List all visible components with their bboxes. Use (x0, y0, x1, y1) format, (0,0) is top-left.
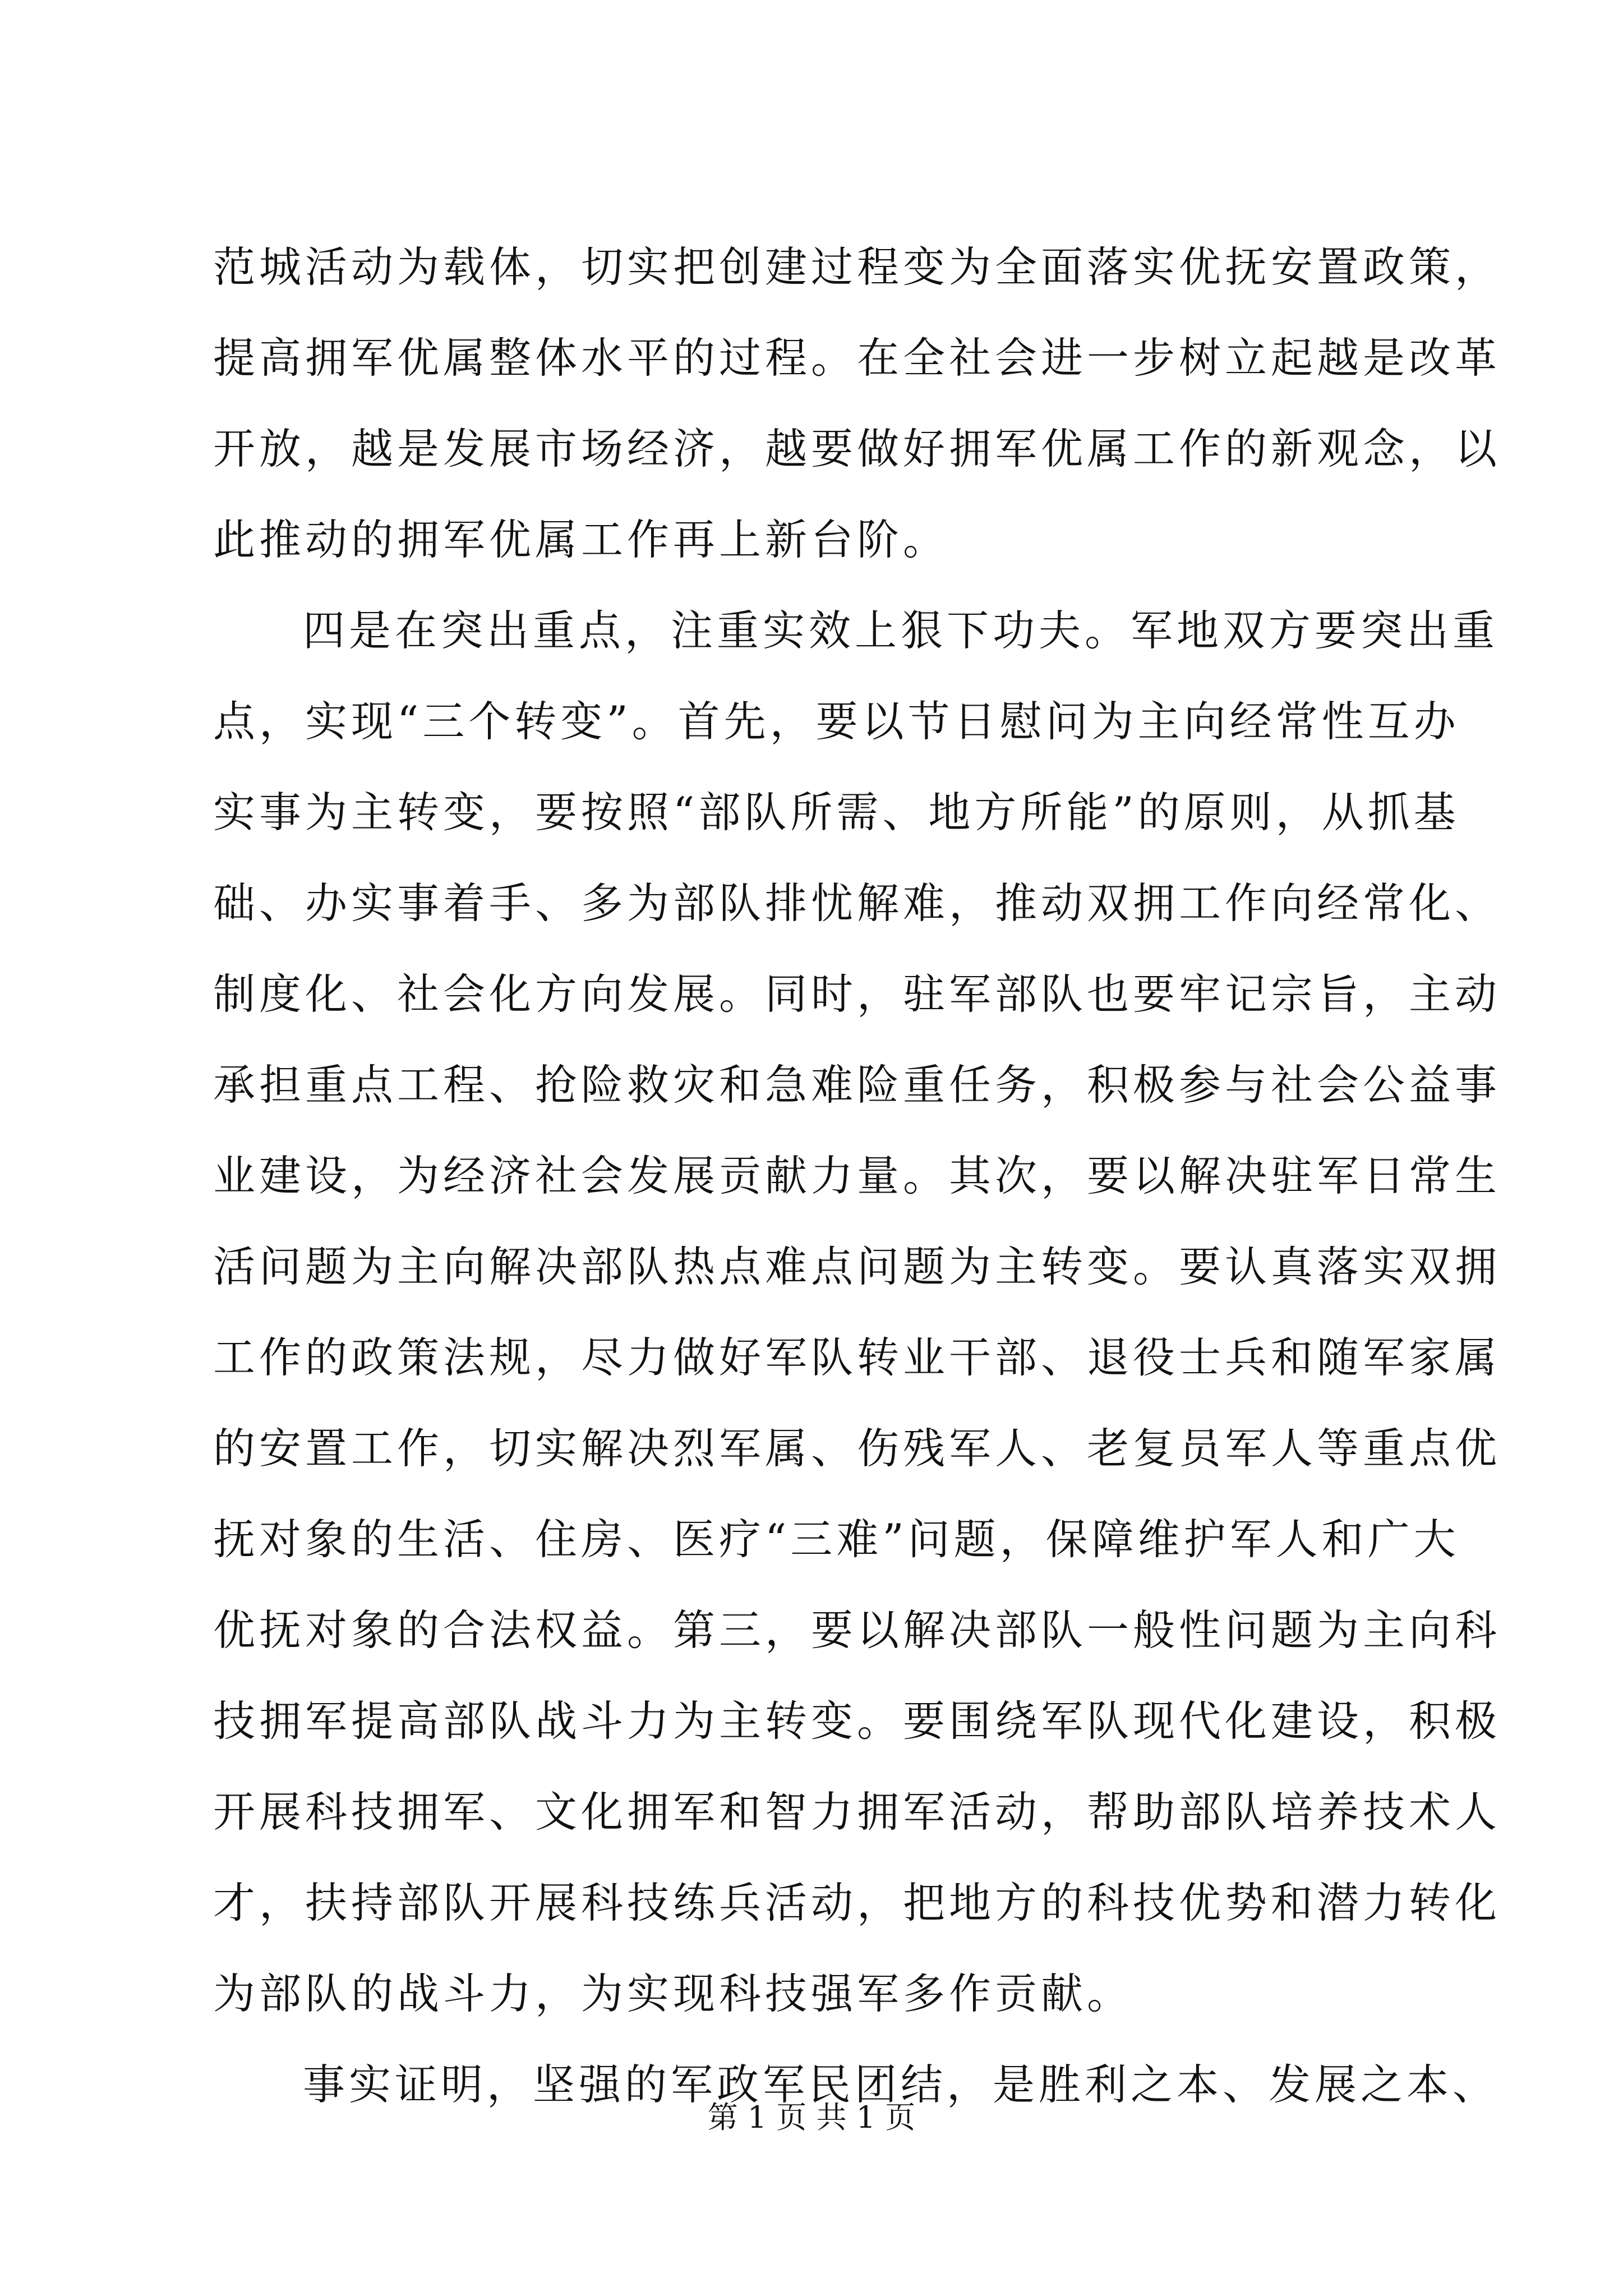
page-number-label: 第 1 页 共 1 页 (707, 2100, 916, 2135)
text-line: 承担重点工程、抢险救灾和急难险重任务，积极参与社会公益事 (213, 1060, 1501, 1110)
text-line: 技拥军提高部队战斗力为主转变。要围绕军队现代化建设，积极 (213, 1696, 1501, 1746)
text-line: 开放，越是发展市场经济，越要做好拥军优属工作的新观念，以 (213, 424, 1501, 473)
text-line: 抚对象的生活、住房、医疗“三难”问题，保障维护军人和广大 (213, 1515, 1460, 1564)
text-line: 范城活动为载体，切实把创建过程变为全面落实优抚安置政策， (213, 242, 1501, 292)
text-line: 制度化、社会化方向发展。同时，驻军部队也要牢记宗旨，主动 (213, 969, 1501, 1019)
text-line: 实事为主转变，要按照“部队所需、地方所能”的原则，从抓基 (213, 788, 1460, 837)
text-line: 事实证明，坚强的军政军民团结，是胜利之本、发展之本、 (303, 2060, 1499, 2109)
text-line: 优抚对象的合法权益。第三，要以解决部队一般性问题为主向科 (213, 1605, 1501, 1655)
text-line: 工作的政策法规，尽力做好军队转业干部、退役士兵和随军家属 (213, 1333, 1501, 1382)
text-line: 四是在突出重点，注重实效上狠下功夫。军地双方要突出重 (303, 606, 1499, 655)
text-line: 开展科技拥军、文化拥军和智力拥军活动，帮助部队培养技术人 (213, 1787, 1501, 1837)
text-line: 业建设，为经济社会发展贡献力量。其次，要以解决驻军日常生 (213, 1151, 1501, 1200)
document-body (213, 222, 1501, 2130)
text-line: 才，扶持部队开展科技练兵活动，把地方的科技优势和潜力转化 (213, 1878, 1501, 1927)
page-footer (0, 2095, 1623, 2140)
text-line: 为部队的战斗力，为实现科技强军多作贡献。 (213, 1969, 1133, 2018)
text-line: 础、办实事着手、多为部队排忧解难，推动双拥工作向经常化、 (213, 878, 1501, 928)
text-line: 的安置工作，切实解决烈军属、伤残军人、老复员军人等重点优 (213, 1424, 1501, 1473)
text-line: 此推动的拥军优属工作再上新台阶。 (213, 515, 949, 564)
text-line: 活问题为主向解决部队热点难点问题为主转变。要认真落实双拥 (213, 1242, 1501, 1291)
text-line: 提高拥军优属整体水平的过程。在全社会进一步树立起越是改革 (213, 333, 1501, 383)
text-line: 点，实现“三个转变”。首先，要以节日慰问为主向经常性互办 (213, 697, 1460, 746)
